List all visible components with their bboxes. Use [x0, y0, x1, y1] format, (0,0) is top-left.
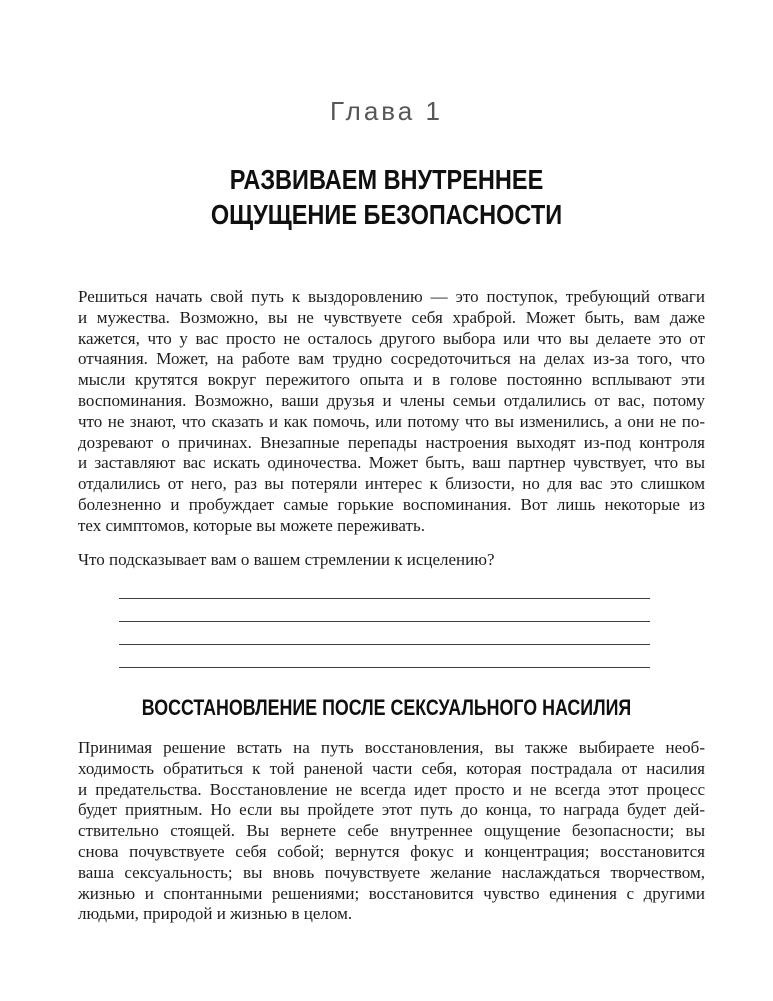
- reflection-question: Что подсказывает вам о вашем стремлении к исцелению?: [78, 550, 495, 569]
- paragraph-line: кажется, что у вас просто не осталось другого выбора или что вы делаете это от: [78, 328, 705, 348]
- paragraph-line: Решиться начать свой путь к выздоровлению — это поступок, требующий отваги: [78, 287, 705, 306]
- section-paragraph: [78, 738, 705, 925]
- answer-lines: [119, 576, 650, 668]
- paragraph-line: мысли крутятся вокруг пережитого опыта и в голове постоянно всплывают эти: [78, 370, 705, 390]
- answer-blank-line: [119, 645, 650, 668]
- paragraph-line: и предательства. Восстановление не всегда идет просто и не всегда этот процесс: [78, 779, 705, 799]
- paragraph-line: отчаяния. Может, на работе вам трудно сосредоточиться на делах из-за того, что: [78, 349, 705, 369]
- paragraph-line: жизнью и спонтанными решениями; восстановится чувство единения с другими: [78, 883, 705, 903]
- paragraph-line: ваша сексуальность; вы вновь почувствуете желание наслаждаться творчеством,: [78, 862, 705, 882]
- answer-blank-line: [119, 622, 650, 645]
- paragraph-line: будет приятным. Но если вы пройдете этот путь до конца, то награда будет дей-: [78, 800, 705, 820]
- paragraph-line: что не знают, что сказать и как помочь, или потому что вы изменились, а они не по-: [78, 411, 705, 431]
- paragraph-line: отдалились от него, раз вы потеряли интерес к близости, но для вас это слишком: [78, 474, 705, 494]
- paragraph-line: тех симптомов, которые вы можете переживать.: [78, 515, 425, 535]
- answer-blank-line: [119, 576, 650, 599]
- paragraph-line: болезненно и пробуждает самые горькие воспоминания. Вот лишь некоторые из: [78, 494, 705, 514]
- section-heading: ВОССТАНОВЛЕНИЕ ПОСЛЕ СЕКСУАЛЬНОГО НАСИЛИЯ: [141, 695, 632, 720]
- paragraph-line: дозревают о причинах. Внезапные перепады настроения выходят из-под контроля: [78, 432, 705, 452]
- paragraph-line: людьми, природой и жизнью в целом.: [78, 904, 353, 924]
- intro-paragraph: [78, 287, 705, 537]
- chapter-title: [62, 162, 711, 232]
- chapter-title-line-2: ОЩУЩЕНИЕ БЕЗОПАСНОСТИ: [210, 199, 563, 230]
- paragraph-line: Принимая решение встать на путь восстановления, вы также выбираете необ-: [78, 738, 705, 757]
- paragraph-line: ходимость обратиться к той раненой части себя, которая пострадала от насилия: [78, 758, 705, 778]
- answer-blank-line: [119, 599, 650, 622]
- paragraph-line: и мужества. Возможно, вы не чувствуете себя храброй. Может быть, вам даже: [78, 307, 705, 327]
- paragraph-line: и заставляют вас искать одиночества. Может быть, ваш партнер чувствует, что вы: [78, 453, 705, 473]
- paragraph-line: ствительно стоящей. Вы вернете себе внутреннее ощущение безопасности; вы: [78, 821, 705, 841]
- paragraph-line: снова почувствуете себя собой; вернутся фокус и концентрация; восстановится: [78, 841, 705, 861]
- chapter-label: Глава 1: [330, 96, 443, 126]
- chapter-title-line-1: РАЗВИВАЕМ ВНУТРЕННЕЕ: [229, 164, 544, 195]
- paragraph-line: воспоминания. Возможно, ваши друзья и члены семьи отдалились от вас, потому: [78, 390, 705, 410]
